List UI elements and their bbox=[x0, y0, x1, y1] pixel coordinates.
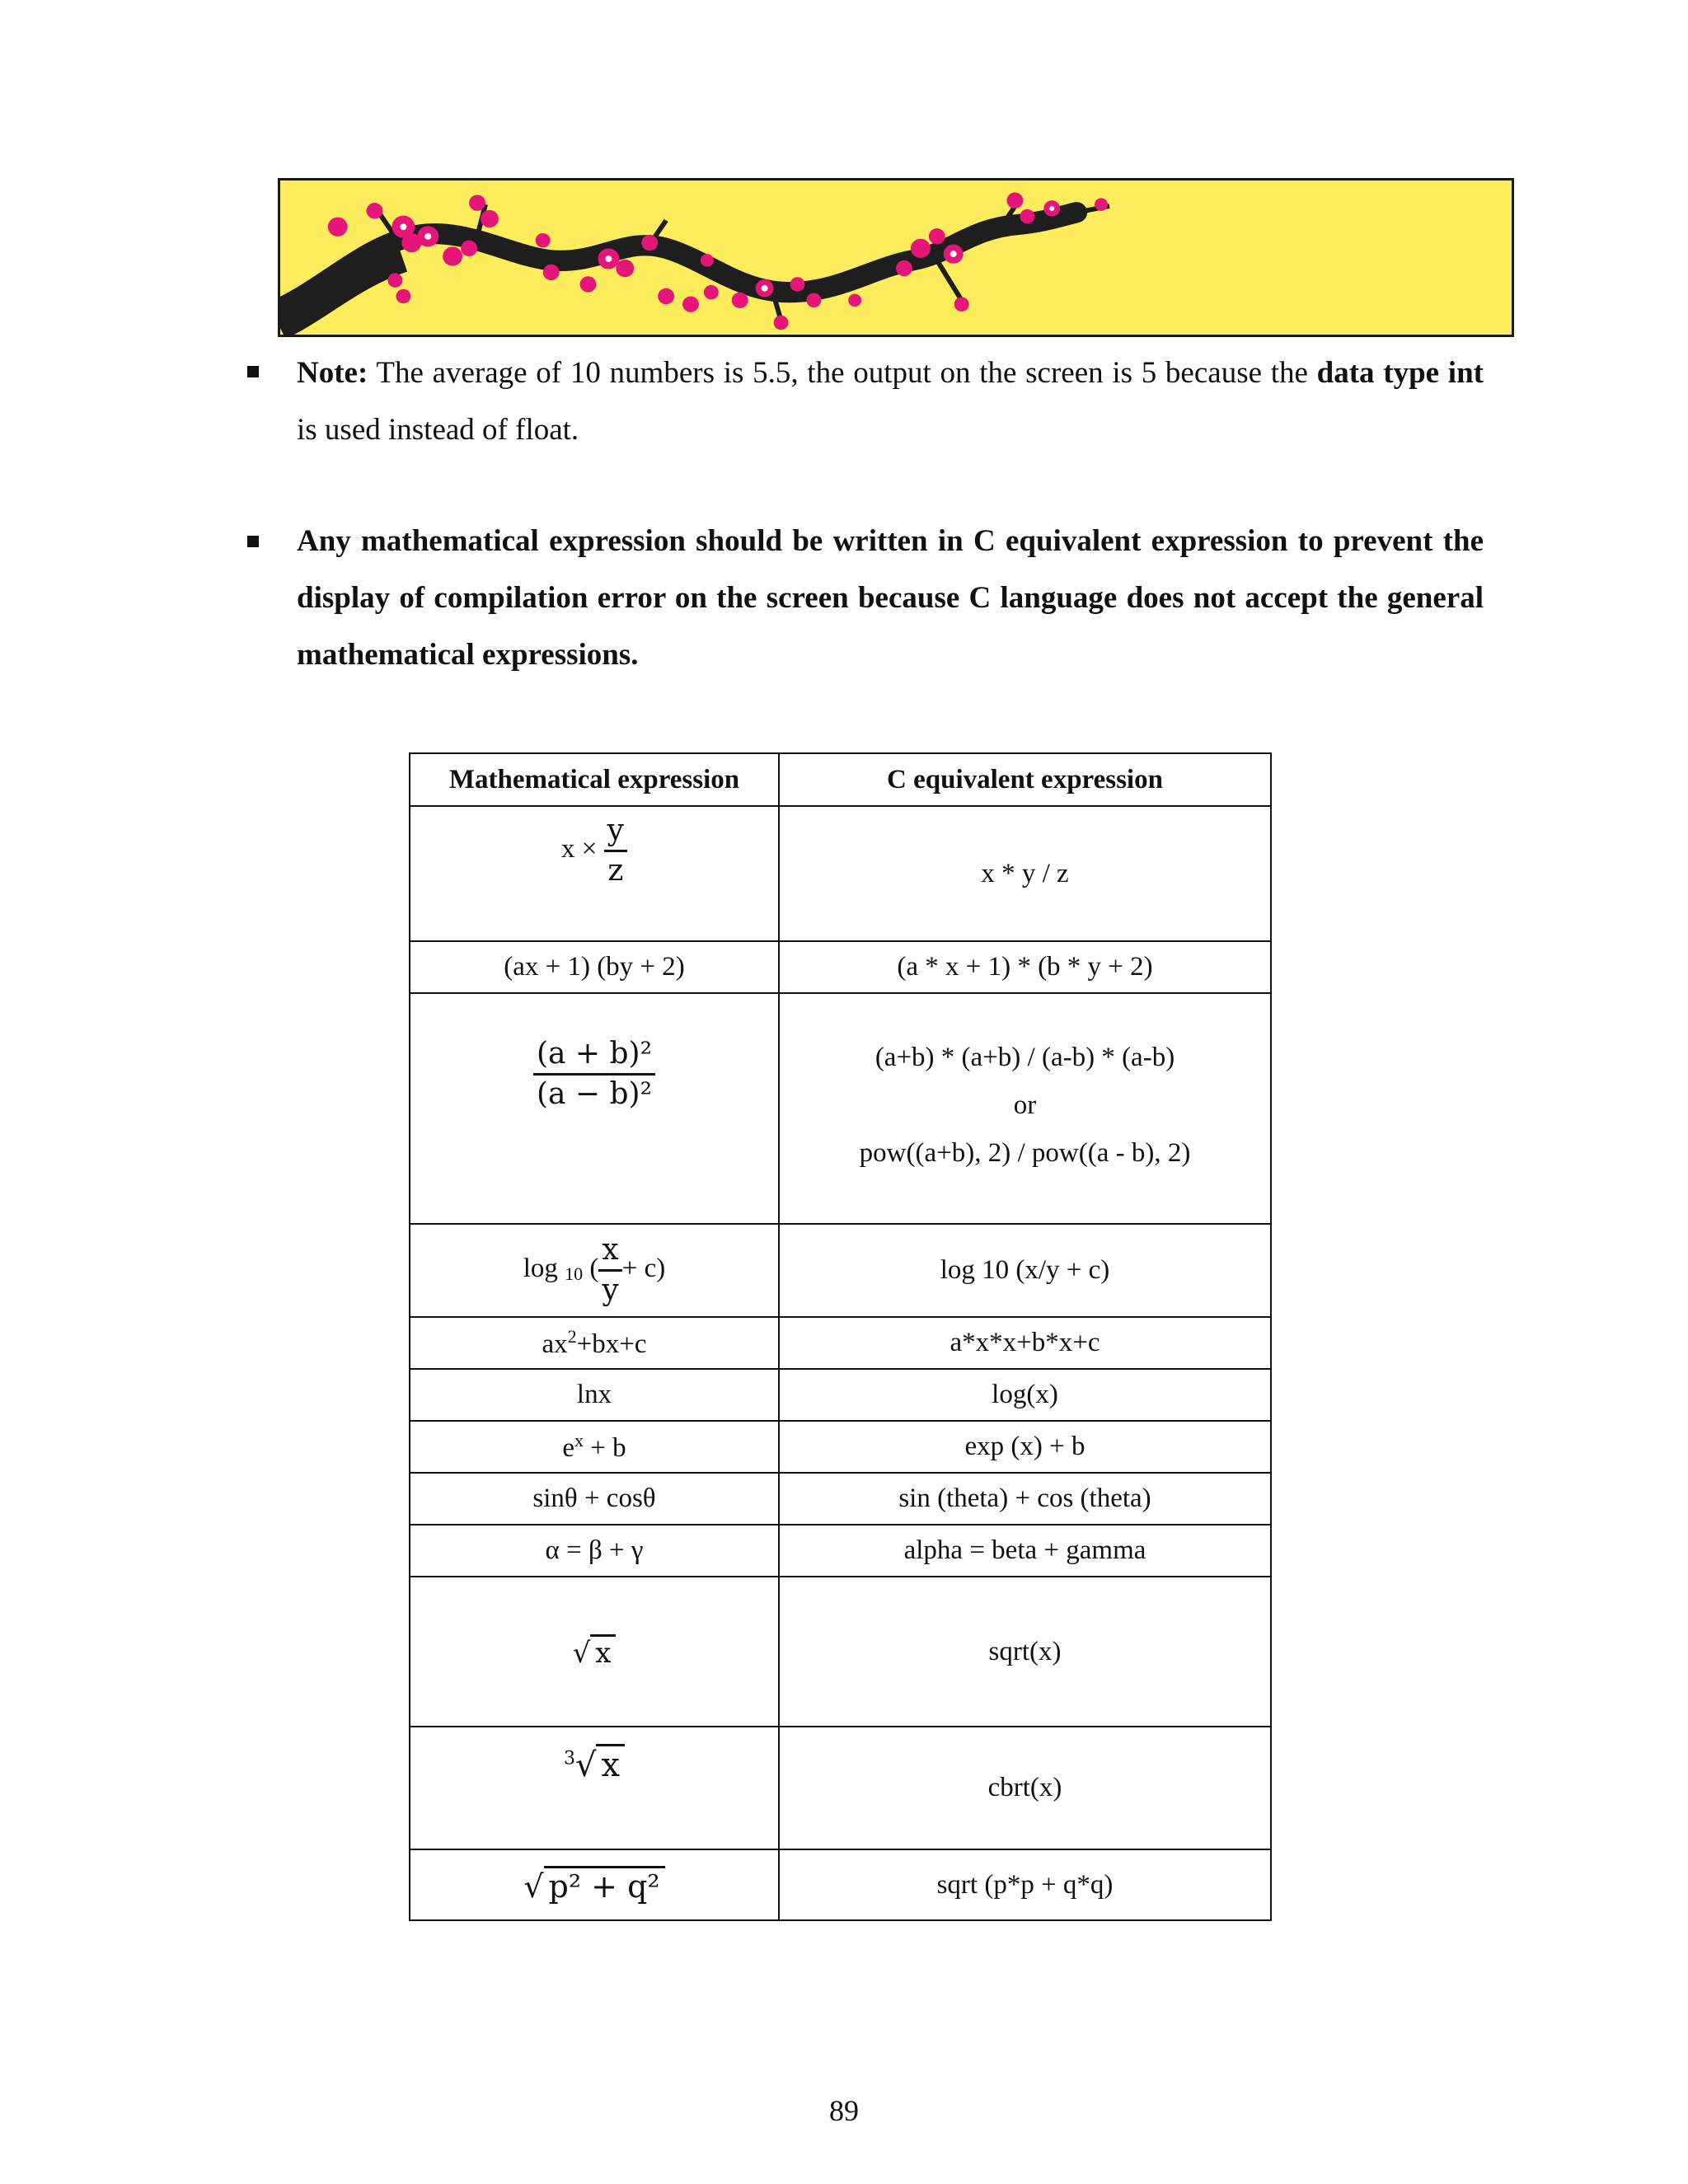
math-cell: lnx bbox=[410, 1369, 779, 1421]
c-cell: log 10 (x/y + c) bbox=[779, 1224, 1271, 1317]
table-row bbox=[410, 1224, 1271, 1317]
page-number: 89 bbox=[829, 2094, 859, 2127]
math-text: +bx+c bbox=[576, 1329, 647, 1359]
math-cell bbox=[410, 1577, 779, 1727]
radicand: p² + q² bbox=[544, 1866, 665, 1905]
c-cell bbox=[779, 993, 1271, 1224]
c-cell: cbrt(x) bbox=[779, 1727, 1271, 1849]
log-text: log bbox=[523, 1254, 558, 1284]
table-row bbox=[410, 1473, 1271, 1525]
table-row bbox=[410, 1369, 1271, 1421]
c-expression-alt: pow((a+b), 2) / pow((a - b), 2) bbox=[859, 1138, 1191, 1168]
table-row bbox=[410, 1727, 1271, 1849]
fraction bbox=[604, 812, 627, 890]
math-cell bbox=[410, 1727, 779, 1849]
math-cell bbox=[410, 1224, 779, 1317]
radical-sign-icon: √ bbox=[574, 1746, 597, 1784]
cherry-blossom-branch-icon bbox=[280, 180, 1512, 335]
c-cell: x * y / z bbox=[779, 806, 1271, 941]
table-row bbox=[410, 1421, 1271, 1473]
c-cell: (a * x + 1) * (b * y + 2) bbox=[779, 941, 1271, 993]
square-root bbox=[523, 1866, 664, 1905]
numerator: x bbox=[598, 1231, 621, 1272]
c-cell: sqrt (p*p + q*q) bbox=[779, 1849, 1271, 1920]
table-row bbox=[410, 806, 1271, 941]
rest-text: + c) bbox=[621, 1254, 666, 1284]
denominator: y bbox=[602, 1273, 619, 1307]
table-row bbox=[410, 1525, 1271, 1577]
table-row bbox=[410, 1577, 1271, 1727]
math-cell: (ax + 1) (by + 2) bbox=[410, 941, 779, 993]
math-text: x × bbox=[561, 834, 598, 865]
c-cell: exp (x) + b bbox=[779, 1421, 1271, 1473]
bullet-square-icon bbox=[247, 536, 259, 547]
table-row bbox=[410, 941, 1271, 993]
c-cell: log(x) bbox=[779, 1369, 1271, 1421]
header-c: C equivalent expression bbox=[779, 753, 1271, 806]
bullet-square-icon bbox=[247, 366, 259, 377]
note-bold-text: data type int bbox=[1316, 356, 1484, 390]
fraction bbox=[533, 1035, 655, 1113]
expression-table bbox=[409, 752, 1272, 1921]
radicand: x bbox=[590, 1634, 616, 1670]
numerator: y bbox=[604, 812, 627, 852]
square-root bbox=[573, 1634, 617, 1670]
denominator: (a − b)² bbox=[536, 1077, 653, 1111]
math-text: + b bbox=[584, 1433, 626, 1463]
table-row bbox=[410, 1849, 1271, 1920]
c-cell: sin (theta) + cos (theta) bbox=[779, 1473, 1271, 1525]
c-or: or bbox=[1013, 1090, 1037, 1120]
numerator: (a + b)² bbox=[533, 1035, 655, 1076]
table-header-row bbox=[410, 753, 1271, 806]
math-cell bbox=[410, 806, 779, 941]
rule-paragraph: Any mathematical expression should be written in C equivalent expression to prevent the display of compilation error on the screen because C language does not accept the general mathematical expressions. bbox=[297, 524, 1484, 672]
math-cell bbox=[410, 993, 779, 1224]
math-cell bbox=[410, 1421, 779, 1473]
math-text: e bbox=[562, 1433, 575, 1463]
radical-sign-icon: √ bbox=[523, 1868, 544, 1905]
cube-root bbox=[564, 1744, 625, 1784]
c-cell: sqrt(x) bbox=[779, 1577, 1271, 1727]
denominator: z bbox=[607, 854, 624, 888]
log-base: 10 bbox=[565, 1263, 584, 1285]
table-row bbox=[410, 993, 1271, 1224]
note-label: Note: bbox=[297, 356, 368, 390]
c-cell: a*x*x+b*x+c bbox=[779, 1317, 1271, 1369]
radical-sign-icon: √ bbox=[572, 1636, 591, 1670]
note-text: The average of 10 numbers is 5.5, the output on the screen is 5 because the bbox=[368, 356, 1317, 390]
header-math: Mathematical expression bbox=[410, 753, 779, 806]
root-index: 3 bbox=[563, 1748, 575, 1769]
radicand: x bbox=[596, 1744, 625, 1784]
math-cell bbox=[410, 1317, 779, 1369]
math-cell: α = β + γ bbox=[410, 1525, 779, 1577]
superscript: 2 bbox=[567, 1326, 577, 1347]
fraction bbox=[598, 1231, 621, 1310]
open-paren: ( bbox=[589, 1254, 599, 1284]
table-row bbox=[410, 1317, 1271, 1369]
math-cell bbox=[410, 1849, 779, 1920]
note-paragraph bbox=[297, 344, 1484, 458]
c-cell: alpha = beta + gamma bbox=[779, 1525, 1271, 1577]
math-cell: sinθ + cosθ bbox=[410, 1473, 779, 1525]
superscript: x bbox=[574, 1430, 584, 1451]
note-text-end: is used instead of float. bbox=[297, 413, 579, 447]
c-expression: (a+b) * (a+b) / (a-b) * (a-b) bbox=[874, 1043, 1175, 1072]
math-text: ax bbox=[542, 1329, 568, 1359]
decorative-banner bbox=[278, 178, 1514, 337]
